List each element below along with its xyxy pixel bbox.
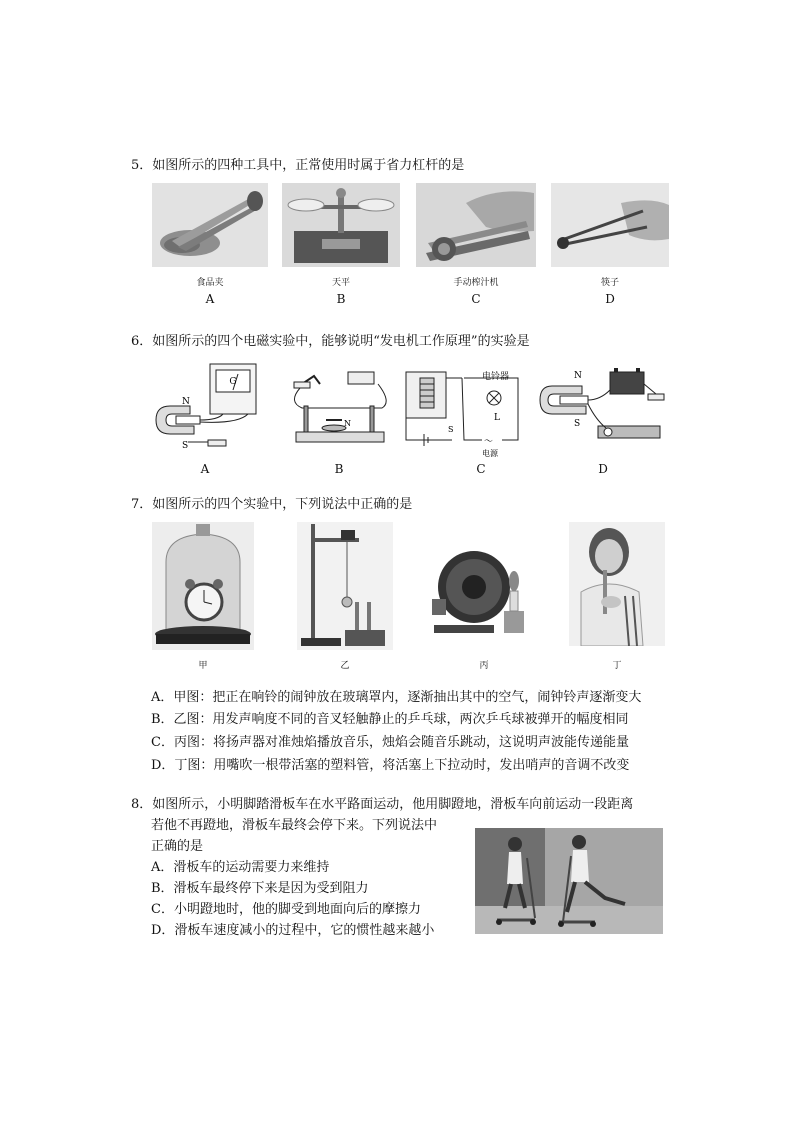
q7-stem: 7．如图所示的四个实验中，下列说法中正确的是 <box>131 497 413 512</box>
source-label: 电源 <box>482 449 498 458</box>
oersted-diagram <box>282 362 394 456</box>
q5-letter-b: B <box>336 292 346 306</box>
motor-battery-diagram <box>536 364 668 460</box>
q7-caption-bing: 丙 <box>479 661 489 671</box>
n-label-b: N <box>344 419 351 428</box>
girl-whistle-photo <box>569 522 665 646</box>
scooter-boy-photo <box>475 828 663 934</box>
q6-letter-b: B <box>334 462 344 476</box>
s-label-d: S <box>574 419 581 429</box>
q7-option-d: D．丁图：用嘴吹一根带活塞的塑料管，将活塞上下拉动时，发出哨声的音调不改变 <box>151 758 630 773</box>
q5-stem: 5．如图所示的四种工具中，正常使用时属于省力杠杆的是 <box>131 158 465 173</box>
q8-stem-line3: 正确的是 <box>151 839 204 854</box>
q6-letter-c: C <box>476 462 486 476</box>
q5-caption-c: 手动榨汁机 <box>453 278 499 288</box>
bell-jar-alarm-photo <box>152 522 254 650</box>
balance-scale-photo <box>282 183 400 267</box>
q7-caption-yi: 乙 <box>340 661 350 671</box>
q8-option-d: D．滑板车速度减小的过程中，它的惯性越来越小 <box>151 923 435 938</box>
s-label-c: S <box>448 425 454 434</box>
q7-option-c: C．丙图：将扬声器对准烛焰播放音乐，烛焰会随音乐跳动，这说明声波能传递能量 <box>151 735 629 750</box>
q7-option-b: B．乙图：用发声响度不同的音叉轻触静止的乒乓球，两次乒乓球被弹开的幅度相同 <box>151 712 629 727</box>
q8-option-c: C．小明蹬地时，他的脚受到地面向后的摩擦力 <box>151 902 421 917</box>
q5-caption-d: 筷子 <box>600 278 619 288</box>
q6-letter-a: A <box>200 462 210 476</box>
q5-letter-c: C <box>471 292 481 306</box>
q7-option-a: A．甲图：把正在响铃的闹钟放在玻璃罩内，逐渐抽出其中的空气，闹钟铃声逐渐变大 <box>151 690 642 705</box>
generator-galvanometer-diagram <box>148 360 260 456</box>
ac-wave: ～ <box>484 437 494 447</box>
q5-caption-a: 食品夹 <box>196 278 224 288</box>
bell-label: 电铃器 <box>482 372 510 382</box>
q7-caption-ding: 丁 <box>612 661 622 671</box>
q5-caption-b: 天平 <box>331 278 350 288</box>
q5-letter-a: A <box>205 292 215 306</box>
q8-option-a: A．滑板车的运动需要力来维持 <box>151 860 330 875</box>
q8-stem-line1: 8．如图所示，小明脚踏滑板车在水平路面运动，他用脚蹬地，滑板车向前运动一段距离 <box>131 797 634 812</box>
juicer-photo <box>416 183 536 267</box>
q7-caption-jia: 甲 <box>198 661 208 671</box>
food-tongs-photo <box>152 183 268 267</box>
n-label-a: N <box>182 397 190 407</box>
n-label-d: N <box>574 371 582 381</box>
relay-circuit-diagram <box>402 364 526 460</box>
q6-stem: 6．如图所示的四个电磁实验中，能够说明“发电机工作原理”的实验是 <box>131 334 530 349</box>
l-label: L <box>494 413 500 423</box>
q8-stem-line2: 若他不再蹬地，滑板车最终会停下来。下列说法中 <box>151 818 438 833</box>
q5-letter-d: D <box>605 292 615 306</box>
q6-letter-d: D <box>598 462 608 476</box>
tuning-fork-photo <box>297 522 393 650</box>
speaker-candle-photo <box>428 535 540 643</box>
s-label-a: S <box>182 441 189 451</box>
g-label: G <box>229 377 237 387</box>
q8-option-b: B．滑板车最终停下来是因为受到阻力 <box>151 881 369 896</box>
chopsticks-photo <box>551 183 669 267</box>
